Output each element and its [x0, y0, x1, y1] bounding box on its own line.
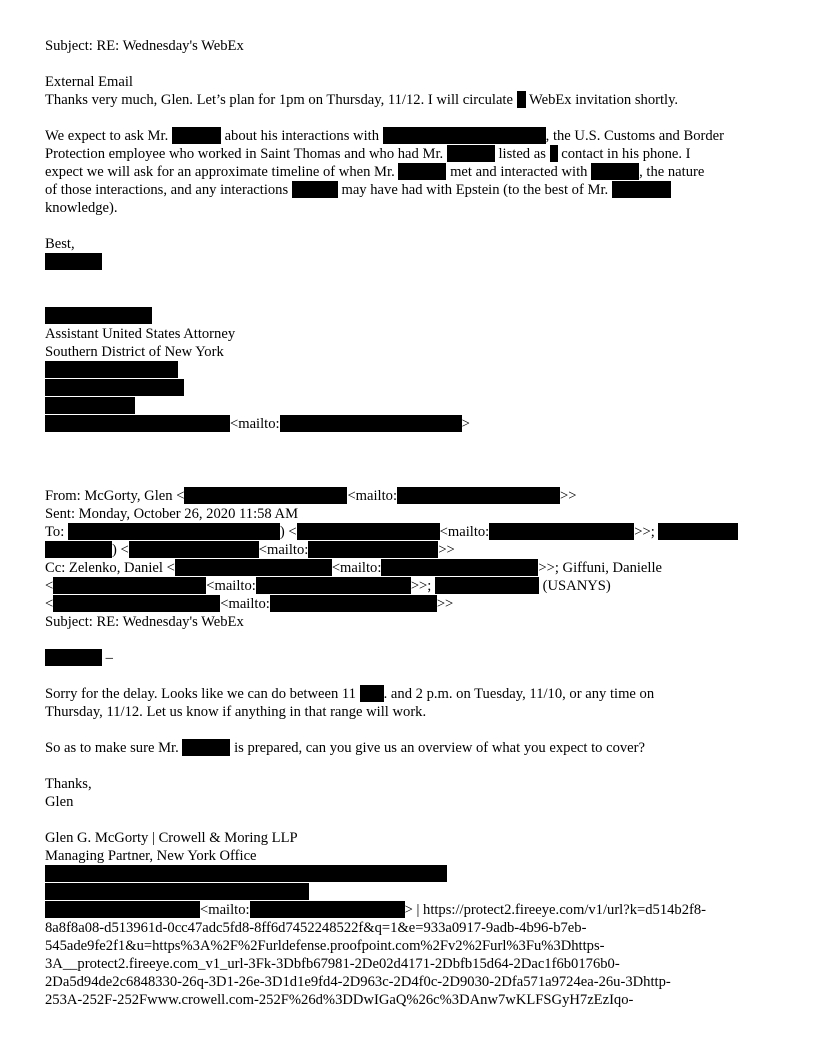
redaction	[447, 145, 495, 162]
external-email-banner: External Email	[45, 74, 133, 90]
text: –	[105, 650, 113, 666]
text: >>	[560, 488, 577, 504]
text: We expect to ask Mr.	[45, 128, 169, 144]
redaction	[270, 595, 437, 612]
redaction	[612, 181, 671, 198]
redaction	[435, 577, 539, 594]
text: From: McGorty, Glen <	[45, 488, 185, 504]
signature-email-line	[45, 415, 470, 433]
redaction	[280, 415, 462, 432]
signature-name: Glen G. McGorty | Crowell & Moring LLP	[45, 830, 298, 846]
redaction	[129, 541, 259, 558]
redaction	[256, 577, 411, 594]
text: <mailto:	[258, 542, 309, 558]
redaction	[45, 649, 102, 666]
redaction	[381, 559, 538, 576]
text: >>;	[634, 524, 655, 540]
redaction	[658, 523, 738, 540]
redaction	[45, 379, 184, 396]
redaction	[45, 901, 200, 918]
text: ) <	[279, 524, 297, 540]
email1-body-line	[45, 163, 704, 181]
redaction	[292, 181, 338, 198]
header-from	[45, 487, 576, 505]
signature-title: Assistant United States Attorney	[45, 326, 236, 342]
redaction	[45, 865, 447, 882]
redaction	[45, 253, 102, 270]
text: >>	[438, 542, 455, 558]
url-line: 3A__protect2.fireeye.com_v1_url-3Fk-3Dbfb67981-2De02d4171-2Dbfb15d64-2Dac1f6b0176b0-	[45, 956, 620, 972]
redaction	[53, 595, 220, 612]
redaction	[182, 739, 230, 756]
text: To:	[45, 524, 65, 540]
url-text: > | https://protect2.fireeye.com/v1/url?k=d514b2f8-	[404, 902, 707, 918]
email1-subject: Subject: RE: Wednesday's WebEx	[45, 38, 244, 54]
text: met and interacted with	[450, 164, 588, 180]
text: >>; Giffuni, Danielle	[538, 560, 662, 576]
email2-body-line: Thursday, 11/12. Let us know if anything in that range will work.	[45, 704, 427, 720]
redaction	[308, 541, 438, 558]
header-cc-cont	[45, 577, 611, 595]
text: <	[45, 578, 54, 594]
url-line: 2Da5d94de2c6848330-26q-3D1-26e-3D1d1e9fd4-2D963c-2D4f0c-2D9030-2Dfa571a9724ea-26u-3Dhttp-	[45, 974, 671, 990]
text: <mailto:	[200, 902, 250, 918]
header-subject: Subject: RE: Wednesday's WebEx	[45, 614, 244, 630]
redaction	[45, 361, 178, 378]
text: . and 2 p.m. on Tuesday, 11/10, or any time on	[383, 686, 655, 702]
text: >	[461, 416, 470, 432]
redaction	[45, 397, 135, 414]
text: about his interactions with	[224, 128, 379, 144]
redaction	[517, 91, 526, 108]
redaction	[383, 127, 546, 144]
redaction	[250, 901, 405, 918]
text: >>;	[410, 578, 432, 594]
text: may have had with Epstein (to the best of Mr.	[341, 182, 609, 198]
redaction	[45, 415, 230, 432]
text: >>	[436, 596, 454, 612]
text: (USANYS)	[542, 578, 611, 594]
redaction	[397, 487, 560, 504]
redaction	[45, 883, 309, 900]
text: <mailto:	[220, 596, 270, 612]
url-line: 253A-252F-252Fwww.crowell.com-252F%26d%3DDwIGaQ%26c%3DAnw7wKLFSGyH7zEzIqo-	[45, 992, 634, 1008]
text: listed as	[498, 146, 546, 162]
text: of those interactions, and any interactions	[45, 182, 289, 198]
text: contact in his phone. I	[561, 146, 691, 162]
signature-office: Southern District of New York	[45, 344, 224, 360]
url-line: 545ade9fe2f1&u=https%3A%2F%2Furldefense.proofpoint.com%2Fv2%2Furl%3Fu%3Dhttps-	[45, 938, 605, 954]
sign-off-name: Glen	[45, 794, 74, 810]
email1-body-line: knowledge).	[45, 200, 118, 216]
text: is prepared, can you give us an overview of what you expect to cover?	[234, 740, 645, 756]
sign-off: Thanks,	[45, 776, 92, 792]
redaction	[550, 145, 558, 162]
text: expect we will ask for an approximate timeline of when Mr.	[45, 164, 395, 180]
redaction	[68, 523, 280, 540]
redaction	[53, 577, 206, 594]
text: So as to make sure Mr.	[45, 740, 179, 756]
salutation	[45, 649, 113, 667]
redaction	[489, 523, 634, 540]
text: Protection employee who worked in Saint Thomas and who had Mr.	[45, 146, 444, 162]
text: <mailto:	[331, 560, 382, 576]
email1-body-line	[45, 145, 691, 163]
email1-body-line	[45, 91, 678, 109]
text: , the nature	[639, 164, 705, 180]
email2-body-line	[45, 685, 654, 703]
redaction	[360, 685, 384, 702]
signature-title: Managing Partner, New York Office	[45, 848, 257, 864]
text: <mailto:	[230, 416, 280, 432]
text: <mailto:	[439, 524, 490, 540]
redaction	[591, 163, 639, 180]
email2-body-line	[45, 739, 645, 757]
redaction	[398, 163, 446, 180]
header-cc-cont	[45, 595, 453, 613]
header-sent: Sent: Monday, October 26, 2020 11:58 AM	[45, 506, 299, 522]
redaction	[45, 307, 152, 324]
redaction	[184, 487, 347, 504]
text: Sorry for the delay. Looks like we can do between 11	[45, 686, 356, 702]
text: <mailto:	[206, 578, 256, 594]
redaction	[45, 541, 112, 558]
text: <mailto:	[347, 488, 398, 504]
signature-email-url-line	[45, 901, 706, 919]
text: WebEx invitation shortly.	[529, 92, 679, 108]
redaction	[172, 127, 221, 144]
redaction	[175, 559, 332, 576]
email1-body-line	[45, 181, 671, 199]
text: , the U.S. Customs and Border	[545, 128, 725, 144]
text: Thanks very much, Glen. Let’s plan for 1pm on Thursday, 11/12. I will circulate	[45, 92, 513, 108]
text: <	[45, 596, 54, 612]
text: ) <	[112, 542, 129, 558]
header-to-cont	[45, 541, 455, 559]
url-line: 8a8f8a08-d513961d-0cc47adc5fd8-8ff6d7452248522f&q=1&e=933a0917-9adb-4b96-b7eb-	[45, 920, 587, 936]
sign-off: Best,	[45, 236, 75, 252]
redaction	[297, 523, 440, 540]
email1-body-line	[45, 127, 724, 145]
header-to	[45, 523, 738, 541]
header-cc	[45, 559, 662, 577]
text: Cc: Zelenko, Daniel <	[45, 560, 175, 576]
